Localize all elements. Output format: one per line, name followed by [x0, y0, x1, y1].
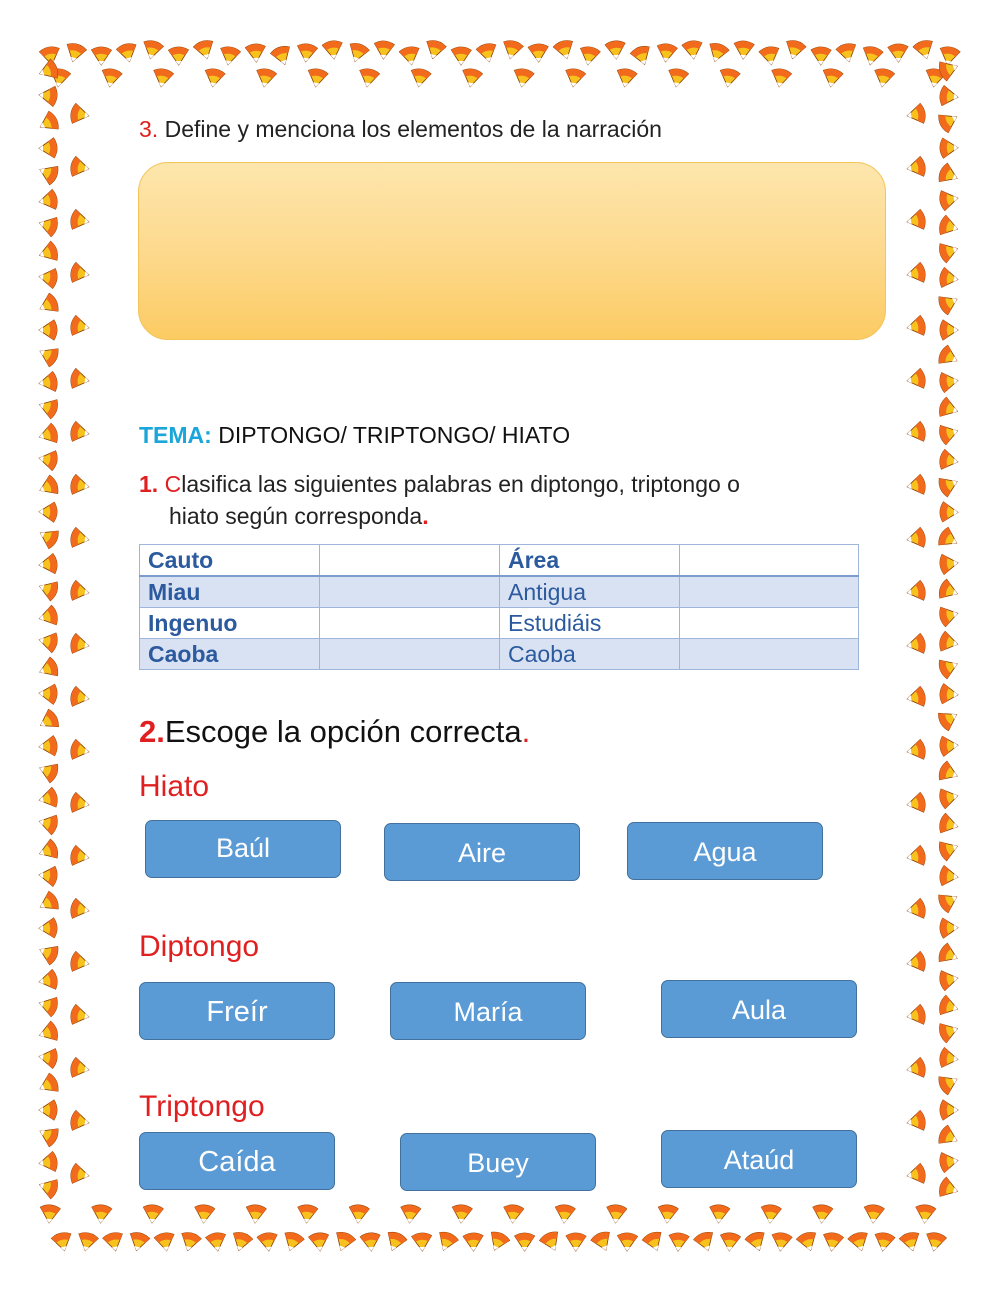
question-1-line2: hiato según corresponda: [169, 503, 423, 529]
candy-corn-icon: [796, 1230, 821, 1253]
candy-corn-icon: [36, 342, 61, 368]
word-cell: Antigua: [500, 576, 680, 608]
candy-corn-icon: [554, 1204, 575, 1224]
candy-corn-icon: [37, 605, 59, 629]
candy-corn-icon: [168, 47, 188, 65]
question-2: [139, 714, 530, 750]
candy-corn-icon: [91, 1204, 112, 1224]
candy-corn-icon: [939, 371, 960, 393]
candy-corn-icon: [36, 940, 61, 966]
candy-corn-icon: [905, 1057, 926, 1080]
candy-corn-icon: [905, 686, 926, 709]
candy-corn-icon: [915, 1204, 936, 1224]
candy-corn-icon: [905, 156, 926, 179]
candy-corn-icon: [936, 1070, 961, 1096]
word-cell: Caoba: [140, 639, 320, 670]
candy-corn-icon: [936, 344, 961, 370]
candy-corn-icon: [69, 103, 90, 126]
candy-corn-icon: [383, 1230, 408, 1254]
candy-corn-icon: [400, 1204, 421, 1224]
candy-corn-icon: [939, 85, 959, 107]
candy-corn-icon: [36, 577, 60, 602]
candy-corn-icon: [905, 951, 926, 974]
candy-corn-icon: [759, 45, 782, 66]
candy-corn-icon: [905, 1163, 926, 1186]
candy-corn-icon: [38, 683, 57, 704]
candy-corn-icon: [280, 1230, 305, 1253]
candy-corn-icon: [905, 421, 926, 444]
option-button[interactable]: Agua: [627, 822, 823, 880]
candy-corn-icon: [39, 320, 57, 340]
candy-corn-icon: [35, 708, 61, 734]
candy-corn-icon: [36, 58, 60, 83]
candy-corn-icon: [38, 371, 59, 393]
candy-corn-icon: [36, 1072, 61, 1098]
candy-corn-icon: [938, 786, 960, 809]
candy-corn-icon: [937, 239, 960, 264]
candy-corn-icon: [91, 47, 111, 65]
candy-corn-icon: [270, 44, 295, 68]
answer-cell[interactable]: [680, 545, 859, 577]
candy-corn-icon: [938, 45, 961, 66]
candy-corn-icon: [257, 1232, 279, 1252]
table-row: [140, 545, 859, 577]
candy-corn-icon: [566, 1233, 586, 1251]
candy-corn-icon: [485, 1230, 511, 1255]
candy-corn-icon: [36, 524, 61, 550]
category-label-diptongo: Diptongo: [139, 930, 260, 963]
candy-corn-icon: [38, 1151, 59, 1173]
candy-corn-icon: [937, 942, 962, 968]
candy-corn-icon: [306, 67, 329, 88]
candy-corn-icon: [938, 994, 961, 1018]
option-button[interactable]: María: [390, 982, 586, 1040]
answer-cell[interactable]: [320, 576, 500, 608]
question-2-text: Escoge la opción correcta: [164, 714, 522, 749]
answer-cell[interactable]: [320, 545, 500, 577]
candy-corn-icon: [936, 108, 961, 134]
candy-corn-icon: [822, 1232, 844, 1253]
candy-corn-icon: [821, 67, 844, 88]
candy-corn-icon: [69, 315, 90, 338]
candy-corn-icon: [924, 1231, 947, 1252]
candy-corn-icon: [936, 888, 961, 914]
candy-corn-icon: [69, 474, 90, 497]
question-1-number: 1.: [139, 471, 159, 497]
candy-corn-icon: [938, 813, 960, 837]
candy-corn-icon: [939, 735, 958, 756]
candy-corn-icon: [835, 42, 859, 64]
candy-corn-icon: [937, 396, 960, 421]
candy-corn-icon: [657, 1204, 678, 1224]
candy-corn-icon: [563, 67, 586, 88]
candy-corn-icon: [399, 45, 422, 66]
candy-corn-icon: [194, 1204, 215, 1224]
candy-corn-icon: [538, 1229, 564, 1254]
answer-cell[interactable]: [680, 639, 859, 670]
candy-corn-icon: [615, 67, 638, 88]
question-3: [139, 116, 662, 143]
candy-corn-icon: [373, 40, 394, 59]
candy-corn-icon: [744, 1230, 769, 1254]
candy-corn-icon: [924, 67, 947, 88]
candy-corn-icon: [451, 47, 471, 65]
candy-corn-icon: [36, 890, 61, 916]
candy-corn-icon: [872, 67, 895, 88]
option-button[interactable]: Ataúd: [661, 1130, 857, 1188]
candy-corn-icon: [719, 1232, 740, 1252]
candy-corn-icon: [37, 448, 58, 471]
candy-corn-icon: [590, 1230, 615, 1254]
candy-corn-icon: [905, 527, 926, 550]
candy-corn-icon: [357, 67, 380, 88]
candy-corn-icon: [905, 792, 926, 815]
candy-corn-icon: [36, 474, 61, 500]
candy-corn-icon: [127, 1231, 151, 1253]
candy-corn-icon: [656, 43, 678, 63]
candy-corn-icon: [515, 1233, 535, 1251]
option-button[interactable]: Aire: [384, 823, 580, 881]
candy-corn-icon: [229, 1230, 253, 1253]
candy-corn-icon: [937, 578, 961, 603]
word-cell: Miau: [140, 576, 320, 608]
candy-corn-icon: [63, 42, 87, 65]
candy-corn-icon: [308, 1232, 330, 1252]
candy-corn-icon: [39, 1100, 57, 1120]
candy-corn-icon: [322, 40, 344, 60]
candy-corn-icon: [940, 138, 959, 159]
candy-corn-icon: [641, 1230, 666, 1254]
candy-corn-icon: [69, 368, 90, 391]
table-row: [140, 576, 859, 608]
candy-corn-icon: [693, 1230, 718, 1254]
candy-corn-icon: [36, 1122, 61, 1148]
candy-corn-icon: [100, 67, 123, 88]
candy-corn-icon: [912, 39, 936, 62]
word-cell: Área: [500, 545, 680, 577]
candy-corn-icon: [38, 736, 57, 757]
candy-corn-icon: [37, 812, 59, 836]
word-cell: Caoba: [500, 639, 680, 670]
answer-cell[interactable]: [320, 608, 500, 639]
candy-corn-icon: [938, 631, 960, 654]
candy-corn-icon: [709, 1204, 730, 1224]
candy-corn-icon: [36, 395, 59, 420]
candy-corn-icon: [434, 1230, 459, 1254]
candy-corn-icon: [760, 1204, 781, 1224]
candy-corn-icon: [37, 630, 59, 653]
candy-corn-icon: [37, 993, 60, 1017]
candy-corn-icon: [905, 580, 926, 603]
candy-corn-icon: [38, 1047, 59, 1069]
candy-corn-icon: [905, 898, 926, 921]
candy-corn-icon: [905, 739, 926, 762]
topic-label: TEMA:: [139, 422, 212, 448]
candy-corn-icon: [37, 422, 60, 446]
candy-corn-icon: [178, 1231, 202, 1254]
candy-corn-icon: [69, 686, 90, 709]
candy-corn-icon: [812, 1204, 833, 1224]
candy-corn-icon: [939, 1047, 960, 1069]
candy-corn-icon: [888, 44, 909, 63]
candy-corn-icon: [938, 449, 959, 472]
candy-corn-icon: [937, 1176, 960, 1201]
question-2-number: 2.: [139, 714, 165, 749]
candy-corn-icon: [218, 45, 241, 66]
candy-corn-icon: [102, 1231, 125, 1253]
candy-corn-icon: [151, 67, 174, 88]
classification-table: [139, 544, 859, 670]
candy-corn-icon: [617, 1233, 638, 1252]
candy-corn-icon: [142, 1204, 163, 1224]
category-label-hiato: Hiato: [139, 770, 210, 803]
candy-corn-icon: [348, 1204, 369, 1224]
candy-corn-icon: [69, 951, 90, 974]
option-button[interactable]: Buey: [400, 1133, 596, 1191]
topic-value: DIPTONGO/ TRIPTONGO/ HIATO: [218, 422, 571, 448]
candy-corn-icon: [460, 67, 483, 88]
candy-corn-icon: [937, 1019, 960, 1044]
table-row: [140, 608, 859, 639]
candy-corn-icon: [51, 1231, 75, 1253]
topic-heading: [139, 422, 570, 449]
candy-corn-icon: [936, 1124, 961, 1150]
candy-corn-icon: [939, 1151, 960, 1173]
candy-corn-icon: [39, 45, 62, 66]
option-button[interactable]: Freír: [139, 982, 335, 1040]
candy-corn-icon: [409, 67, 432, 88]
candy-corn-icon: [345, 41, 370, 64]
candy-corn-icon: [116, 42, 140, 64]
candy-corn-icon: [937, 837, 961, 862]
candy-corn-icon: [37, 213, 60, 237]
candy-corn-icon: [682, 40, 704, 60]
candy-corn-icon: [905, 368, 926, 391]
candy-corn-icon: [69, 1163, 90, 1186]
candy-corn-icon: [905, 474, 926, 497]
candy-corn-icon: [936, 526, 961, 552]
candy-corn-icon: [718, 67, 741, 88]
candy-corn-icon: [423, 39, 447, 62]
candy-corn-icon: [769, 67, 792, 88]
candy-corn-icon: [36, 110, 61, 136]
question-1-initial: C: [164, 471, 182, 497]
candy-corn-icon: [69, 898, 90, 921]
candy-corn-icon: [36, 838, 60, 863]
candy-corn-icon: [528, 44, 549, 63]
candy-corn-icon: [503, 1204, 524, 1224]
answer-textarea[interactable]: [138, 162, 886, 340]
candy-corn-icon: [193, 39, 217, 62]
table-row: [140, 639, 859, 670]
candy-corn-icon: [296, 43, 318, 63]
candy-corn-icon: [937, 57, 961, 82]
candy-corn-icon: [38, 85, 58, 107]
candy-corn-icon: [69, 527, 90, 550]
candy-corn-icon: [939, 865, 959, 887]
candy-corn-icon: [938, 214, 961, 238]
candy-corn-icon: [36, 656, 60, 681]
candy-corn-icon: [463, 1233, 484, 1252]
candy-corn-icon: [69, 1057, 90, 1080]
candy-corn-icon: [629, 44, 654, 68]
candy-corn-icon: [36, 240, 59, 265]
candy-corn-icon: [905, 315, 926, 338]
candy-corn-icon: [69, 739, 90, 762]
candy-corn-icon: [75, 1231, 99, 1253]
candy-corn-icon: [668, 1232, 689, 1251]
candy-corn-icon: [940, 502, 959, 523]
candy-corn-icon: [48, 67, 71, 88]
candy-corn-icon: [69, 792, 90, 815]
candy-corn-icon: [770, 1232, 792, 1252]
candy-corn-icon: [38, 267, 59, 289]
candy-corn-icon: [552, 39, 576, 62]
candy-corn-icon: [936, 290, 961, 316]
question-3-text: Define y menciona los elementos de la narración: [164, 116, 662, 142]
candy-corn-icon: [905, 103, 926, 126]
candy-corn-icon: [905, 845, 926, 868]
candy-corn-icon: [938, 421, 961, 445]
question-1: [139, 468, 839, 532]
candy-corn-icon: [905, 1110, 926, 1133]
candy-corn-icon: [245, 43, 266, 62]
candy-corn-icon: [873, 1232, 896, 1253]
candy-corn-icon: [69, 262, 90, 285]
option-button[interactable]: Aula: [661, 980, 857, 1038]
candy-corn-icon: [905, 1004, 926, 1027]
candy-corn-icon: [69, 156, 90, 179]
candy-corn-icon: [69, 845, 90, 868]
candy-corn-icon: [905, 633, 926, 656]
candy-corn-icon: [37, 189, 58, 212]
candy-corn-icon: [476, 42, 500, 64]
candy-corn-icon: [937, 655, 961, 680]
candy-corn-icon: [512, 67, 535, 88]
candy-corn-icon: [939, 684, 958, 705]
candy-corn-icon: [811, 47, 831, 65]
candy-corn-icon: [38, 553, 58, 575]
candy-corn-icon: [254, 67, 277, 88]
candy-corn-icon: [937, 472, 962, 498]
answer-cell[interactable]: [320, 639, 500, 670]
candy-corn-icon: [500, 39, 524, 61]
candy-corn-icon: [36, 759, 60, 784]
question-3-number: 3.: [139, 116, 159, 142]
candy-corn-icon: [245, 1204, 266, 1224]
word-cell: Cauto: [140, 545, 320, 577]
candy-corn-icon: [905, 209, 926, 232]
candy-corn-icon: [899, 1231, 923, 1254]
candy-corn-icon: [69, 209, 90, 232]
candy-corn-icon: [940, 320, 958, 340]
candy-corn-icon: [938, 188, 959, 211]
option-button[interactable]: Baúl: [145, 820, 341, 878]
candy-corn-icon: [451, 1204, 472, 1224]
candy-corn-icon: [936, 706, 962, 732]
candy-corn-icon: [332, 1230, 357, 1254]
option-button[interactable]: Caída: [139, 1132, 335, 1190]
candy-corn-icon: [940, 1100, 958, 1120]
candy-corn-icon: [69, 1004, 90, 1027]
category-label-triptongo: Triptongo: [139, 1090, 265, 1123]
candy-corn-icon: [783, 39, 807, 62]
candy-corn-icon: [39, 502, 58, 523]
candy-corn-icon: [863, 1204, 884, 1224]
candy-corn-icon: [69, 633, 90, 656]
candy-corn-icon: [141, 39, 165, 61]
candy-corn-icon: [297, 1204, 318, 1224]
question-2-end-mark: .: [521, 714, 531, 749]
candy-corn-icon: [938, 604, 960, 628]
candy-corn-icon: [69, 421, 90, 444]
candy-corn-icon: [606, 1204, 627, 1224]
candy-corn-icon: [39, 138, 58, 159]
candy-corn-icon: [36, 160, 61, 186]
candy-corn-icon: [705, 41, 730, 64]
answer-cell[interactable]: [680, 608, 859, 639]
candy-corn-icon: [937, 760, 961, 785]
candy-corn-icon: [203, 67, 226, 88]
candy-corn-icon: [905, 262, 926, 285]
candy-corn-icon: [36, 1020, 59, 1045]
candy-corn-icon: [733, 40, 754, 59]
candy-corn-icon: [37, 969, 58, 992]
candy-corn-icon: [578, 45, 601, 66]
candy-corn-icon: [939, 267, 960, 289]
candy-corn-icon: [847, 1231, 871, 1254]
candy-corn-icon: [39, 918, 58, 939]
answer-cell[interactable]: [680, 576, 859, 608]
candy-corn-icon: [69, 1110, 90, 1133]
candy-corn-icon: [38, 865, 58, 887]
candy-corn-icon: [939, 553, 959, 575]
candy-corn-icon: [411, 1232, 432, 1251]
candy-corn-icon: [938, 968, 959, 991]
candy-corn-icon: [37, 787, 59, 810]
candy-corn-icon: [605, 40, 626, 60]
candy-corn-icon: [940, 918, 959, 939]
candy-corn-icon: [937, 162, 962, 188]
candy-corn-icon: [36, 292, 61, 318]
candy-corn-icon: [666, 67, 689, 88]
candy-corn-icon: [860, 45, 883, 67]
candy-corn-icon: [36, 1175, 59, 1200]
candy-corn-icon: [154, 1231, 177, 1252]
question-1-end-mark: .: [422, 503, 429, 529]
word-cell: Ingenuo: [140, 608, 320, 639]
candy-corn-icon: [205, 1232, 228, 1253]
candy-corn-icon: [360, 1232, 381, 1252]
candy-corn-icon: [69, 580, 90, 603]
question-1-line1: lasifica las siguientes palabras en diptongo, triptongo o: [181, 471, 740, 497]
word-cell: Estudiáis: [500, 608, 680, 639]
candy-corn-icon: [39, 1204, 60, 1224]
